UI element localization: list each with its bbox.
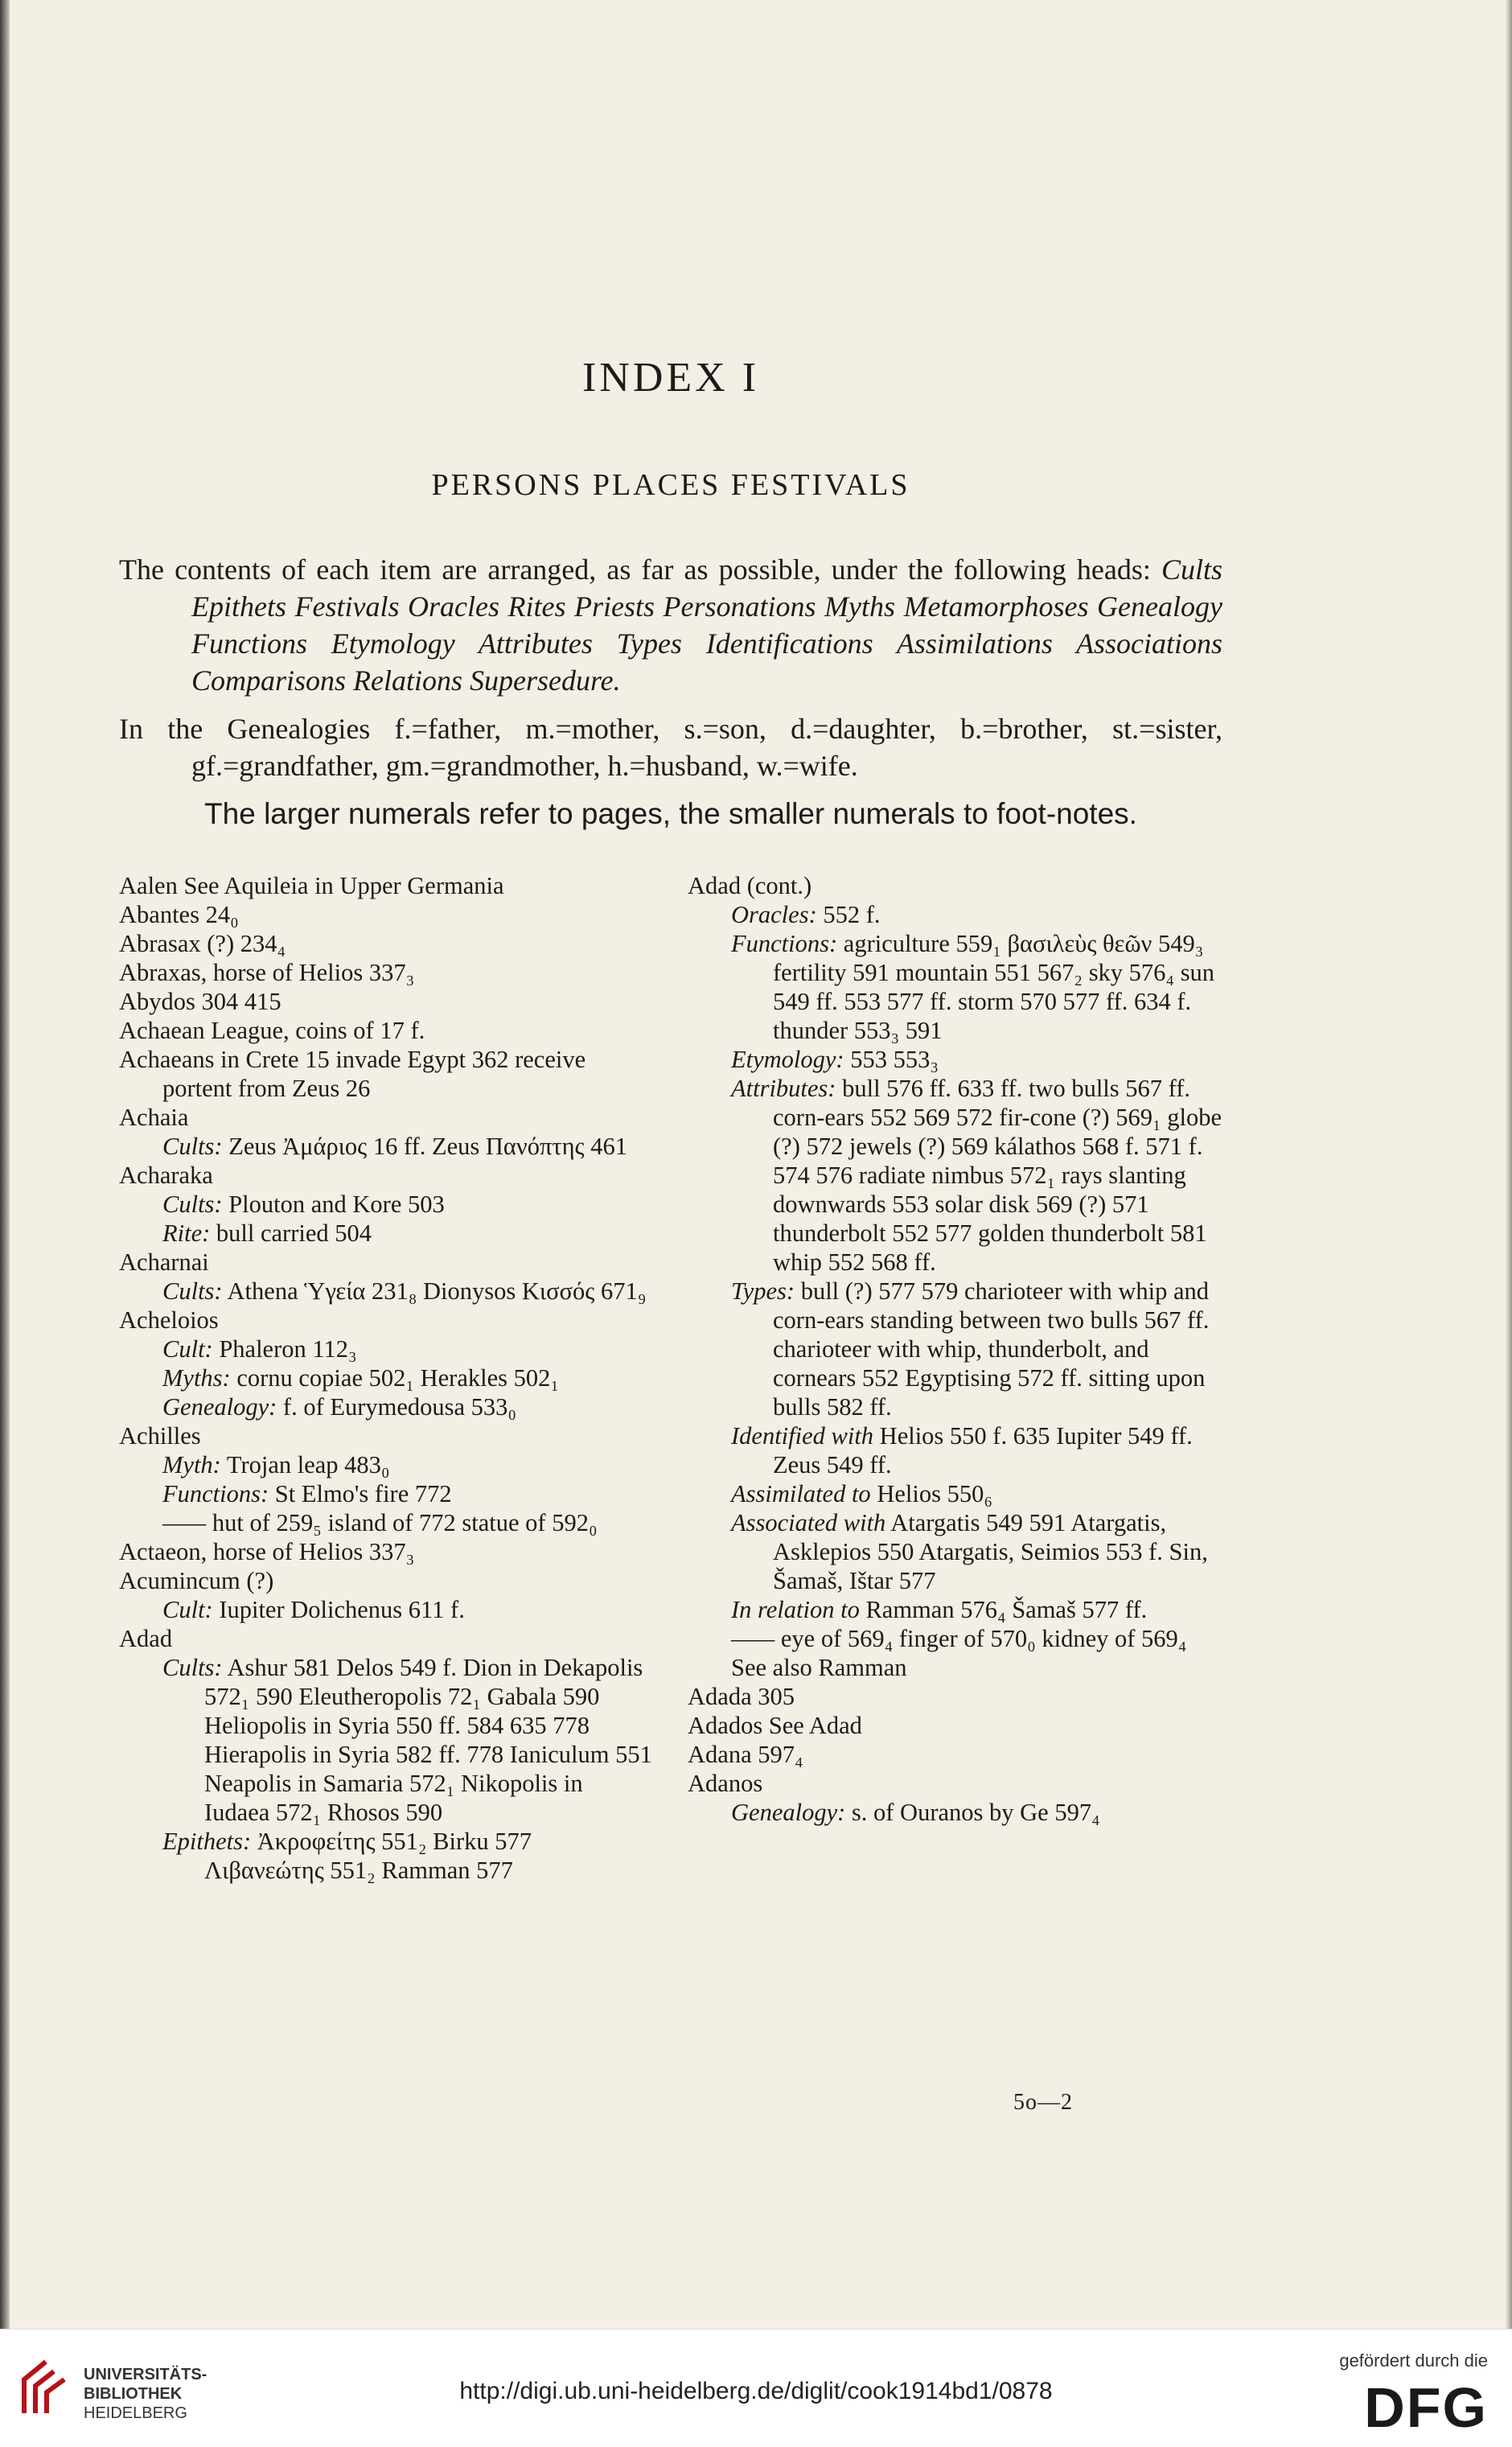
index-subentry — [119, 1479, 654, 1508]
subentry-label: Assimilated to — [731, 1480, 871, 1507]
index-entry: Acheloios — [119, 1306, 219, 1334]
index-entry: Adad — [119, 1625, 173, 1652]
subentry-text: Zeus Ἀμάριος 16 ff. Zeus Πανόπτης 461 — [228, 1133, 628, 1160]
subentry-label: Cult: — [162, 1596, 213, 1623]
subentry-label: Attributes: — [731, 1075, 836, 1102]
subentry-label: Functions: — [162, 1480, 269, 1507]
index-subentry — [119, 1827, 654, 1885]
page-right-edge — [1506, 0, 1512, 2329]
subentry-label: Cult: — [162, 1335, 213, 1363]
subentry-text: bull (?) 577 579 charioteer with whip and corn-ears standing between two bulls 567 ff. charioteer with whip, thunderbolt, and cornears 552 Egyptising 572 ff. sitting upon bulls 582 ff. — [773, 1277, 1210, 1421]
subentry-text: See also Ramman — [731, 1654, 907, 1681]
index-entry: Adad (cont.) — [688, 872, 812, 899]
subentry-label: Genealogy: — [162, 1393, 277, 1421]
subentry-text: Plouton and Kore 503 — [228, 1191, 445, 1218]
index-subentry — [688, 1798, 1222, 1827]
subentry-text: f. of Eurymedousa 533₀ — [282, 1393, 517, 1421]
index-subentry — [688, 1479, 1222, 1508]
index-subentry — [119, 1450, 654, 1479]
page-subtitle: PERSONS PLACES FESTIVALS — [431, 468, 910, 502]
index-subentry — [688, 1508, 1222, 1595]
subentry-text: Athena Ὑγεία 231₈ Dionysos Κισσός 671₉ — [227, 1277, 647, 1305]
library-name-line1: UNIVERSITÄTS- — [84, 2366, 207, 2383]
dfg-logo[interactable]: DFG — [1364, 2376, 1488, 2439]
subentry-label: —— — [162, 1509, 207, 1536]
subentry-label: Myth: — [162, 1451, 221, 1478]
index-entry: Adanos — [688, 1770, 763, 1797]
index-columns — [119, 871, 1222, 1885]
index-column-right — [688, 871, 1222, 1885]
index-subentry — [119, 1277, 654, 1306]
index-entry: Abantes 24₀ — [119, 901, 239, 928]
subentry-text: Atargatis 549 591 Atargatis, Asklepios 550 Atargatis, Seimios 553 f. Sin, Šamaš, Ištar 577 — [773, 1509, 1208, 1594]
subentry-label: Cults: — [162, 1133, 223, 1160]
index-entry: Abrasax (?) 234₄ — [119, 930, 286, 957]
source-url-link[interactable]: http://digi.ub.uni-heidelberg.de/diglit/cook1914bd1/0878 — [459, 2378, 1053, 2404]
subentry-label: Etymology: — [731, 1046, 844, 1073]
subentry-text: s. of Ouranos by Ge 597₄ — [851, 1799, 1100, 1826]
index-subentry — [119, 1392, 654, 1421]
subentry-label: Cults: — [162, 1191, 223, 1218]
index-entry: Achaia — [119, 1104, 189, 1131]
subentry-text: Ramman 576₄ Šamaš 577 ff. — [865, 1596, 1148, 1623]
subentry-label: Oracles: — [731, 901, 817, 928]
index-entry: Achaean League, coins of 17 f. — [119, 1017, 425, 1044]
subentry-text: Iupiter Dolichenus 611 f. — [219, 1596, 465, 1623]
signature-mark: 5o—2 — [1013, 2090, 1073, 2115]
subentry-label: Types: — [731, 1277, 795, 1305]
page-title: INDEX I — [581, 355, 760, 401]
subentry-text: bull 576 ff. 633 ff. two bulls 567 ff. corn-ears 552 569 572 fir-cone (?) 569₁ globe (?) 572 jewels (?) 569 kálathos 568 f. 571 f. 574 576 radiate nimbus 572₁ rays slanting downwards 553 solar disk 569 (?) 571 thunderbolt 552 577 golden thunderbolt 581 whip 552 568 ff. — [773, 1075, 1222, 1276]
subentry-text: Helios 550₆ — [877, 1480, 992, 1507]
library-name-line2: BIBLIOTHEK — [84, 2385, 183, 2403]
index-subentry — [119, 1335, 654, 1363]
subentry-label: Myths: — [162, 1364, 231, 1392]
index-subentry — [119, 1190, 654, 1219]
subentry-text: Trojan leap 483₀ — [226, 1451, 390, 1478]
index-subentry — [119, 1653, 654, 1827]
subentry-label: Identified with — [731, 1422, 874, 1450]
index-subentry — [119, 1363, 654, 1392]
subentry-text: 553 553₃ — [850, 1046, 939, 1073]
index-subentry — [688, 1624, 1222, 1653]
index-entry: Aalen See Aquileia in Upper Germania — [119, 872, 504, 899]
index-entry: Abydos 304 415 — [119, 988, 281, 1015]
index-entry: Adada 305 — [688, 1683, 795, 1710]
index-entry: Acharaka — [119, 1162, 213, 1189]
index-subentry — [119, 1508, 654, 1537]
index-entry: Achaeans in Crete 15 invade Egypt 362 receive portent from Zeus 26 — [119, 1046, 586, 1102]
subentry-label: In relation to — [731, 1596, 860, 1623]
digitization-footer — [0, 2329, 1512, 2447]
index-subentry — [688, 1074, 1222, 1277]
index-entry: Actaeon, horse of Helios 337₃ — [119, 1538, 415, 1565]
subentry-label: Epithets: — [162, 1828, 252, 1855]
index-subentry — [688, 1045, 1222, 1074]
index-subentry — [688, 1653, 1222, 1682]
subentry-text: bull carried 504 — [216, 1219, 372, 1247]
index-subentry — [688, 900, 1222, 929]
index-subentry — [119, 1595, 654, 1624]
index-entry: Adana 597₄ — [688, 1741, 803, 1768]
intro-heads: Cults Epithets Festivals Oracles Rites Priests Personations Myths Metamorphoses Genealogy Functions Etymology Attributes Types Identifications Assimilations Associations Comparisons Relations Supersedure. — [191, 553, 1223, 697]
index-subentry — [688, 1595, 1222, 1624]
page-content — [119, 354, 1222, 1885]
intro-paragraph — [119, 551, 1222, 699]
subentry-text: Ashur 581 Delos 549 f. Dion in Dekapolis 572₁ 590 Eleutheropolis 72₁ Gabala 590 Heliopolis in Syria 550 ff. 584 635 778 Hierapolis in Syria 582 ff. 778 Ianiculum 551 Neapolis in Samaria 572₁ Nikopolis in Iudaea 572₁ Rhosos 590 — [204, 1654, 652, 1826]
library-name-line3: HEIDELBERG — [84, 2404, 187, 2422]
subentry-label: Rite: — [162, 1219, 211, 1247]
subentry-text: Phaleron 112₃ — [219, 1335, 357, 1363]
subentry-label: Associated with — [731, 1509, 886, 1536]
subentry-label: Cults: — [162, 1277, 223, 1305]
index-column-left — [119, 871, 654, 1885]
index-subentry — [688, 1277, 1222, 1421]
subentry-text: Helios 550 f. 635 Iupiter 549 ff. Zeus 549 ff. — [773, 1422, 1193, 1478]
funding-caption: gefördert durch die — [1339, 2350, 1488, 2371]
index-subentry — [119, 1132, 654, 1161]
index-subentry — [688, 929, 1222, 1045]
index-subentry — [119, 1219, 654, 1248]
index-entry: Abraxas, horse of Helios 337₃ — [119, 959, 415, 986]
intro-lead: The contents of each item are arranged, as far as possible, under the following heads: — [119, 553, 1151, 586]
subentry-text: eye of 569₄ finger of 570₀ kidney of 569₄ — [780, 1625, 1187, 1652]
subentry-label: —— — [731, 1625, 775, 1652]
page-binding-edge — [0, 0, 10, 2329]
index-entry: Acharnai — [119, 1248, 209, 1276]
genealogy-note: In the Genealogies f.=father, m.=mother, s.=son, d.=daughter, b.=brother, st.=sister, gf.=grandfather, gm.=grandmother, h.=husband, w.=wife. — [119, 713, 1222, 782]
subentry-text: cornu copiae 502₁ Herakles 502₁ — [236, 1364, 560, 1392]
subentry-text: hut of 259₅ island of 772 statue of 592₀ — [212, 1509, 598, 1536]
subentry-label: Cults: — [162, 1654, 223, 1681]
subentry-text: agriculture 559₁ βασιλεὺς θεῶν 549₃ fertility 591 mountain 551 567₂ sky 576₄ sun 549 ff. 553 577 ff. storm 570 577 ff. 634 f. thunder 553₃ 591 — [773, 930, 1215, 1044]
subentry-label: Functions: — [731, 930, 838, 957]
index-entry: Acumincum (?) — [119, 1567, 274, 1594]
numerals-note: The larger numerals refer to pages, the smaller numerals to foot-notes. — [204, 797, 1137, 830]
subentry-text: 552 f. — [823, 901, 881, 928]
index-entry: Adados See Adad — [688, 1712, 862, 1739]
index-subentry — [688, 1421, 1222, 1479]
subentry-text: Ἀκροφείτης 551₂ Birku 577 Λιβανεώτης 551₂ Ramman 577 — [204, 1828, 532, 1884]
subentry-text: St Elmo's fire 772 — [274, 1480, 452, 1507]
index-entry: Achilles — [119, 1422, 201, 1450]
subentry-label: Genealogy: — [731, 1799, 846, 1826]
